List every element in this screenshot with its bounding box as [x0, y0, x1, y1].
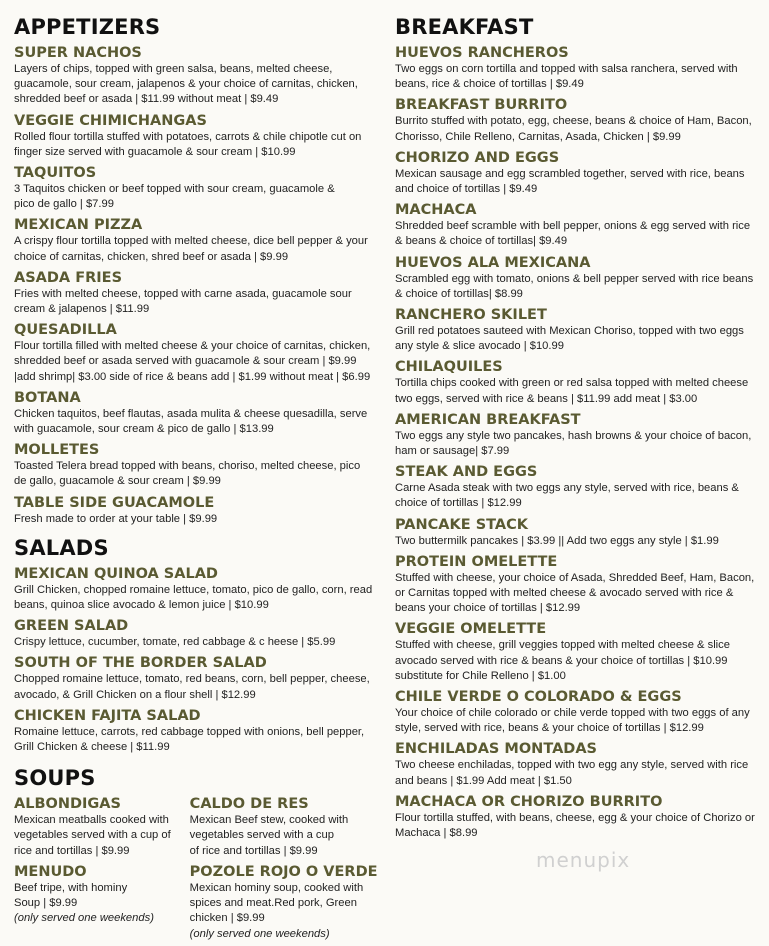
soups-section: [14, 765, 382, 945]
menu-item-description: Chorisso, Chile Relleno, Carnitas, Asada, Chicken | $9.99: [395, 130, 681, 143]
breakfast-list: [395, 44, 761, 841]
menu-item-description: Crispy lettuce, cucumber, tomate, red cabbage & c heese | $5.99: [14, 636, 336, 649]
menu-item-note: (only served one weekends): [14, 912, 154, 925]
menu-item-description: Beef tripe, with hominy: [14, 881, 128, 894]
soups-col-2: [190, 795, 382, 945]
salads-list: [14, 565, 382, 755]
menu-item-name: MACHACA: [395, 202, 477, 219]
menu-item-description: spices and meat.Red pork, Green: [189, 897, 357, 910]
menu-item: [14, 863, 182, 927]
menu-item-description: Shredded beef scramble with bell pepper, onions & egg served with rice: [395, 220, 751, 233]
menu-item: [395, 620, 761, 684]
menu-item-description: 3 Taquitos chicken or beef topped with sour cream, guacamole &: [14, 183, 335, 196]
menu-item-description: Chicken taquitos, beef flautas, asada mulita & cheese quesadilla, serve: [14, 407, 368, 420]
menu-item-name: MACHACA OR CHORIZO BURRITO: [395, 793, 663, 810]
menu-item: [14, 565, 382, 613]
menu-item-name: TAQUITOS: [14, 165, 97, 182]
menu-item-description: substitute for Chile Relleno | $1.00: [395, 669, 566, 682]
watermark-logo: menupix: [536, 848, 631, 872]
menu-item-description: |add shrimp| $3.00 side of rice & beans add | $1.99 without meat | $6.99: [14, 370, 371, 383]
section-title-appetizers: APPETIZERS: [14, 15, 161, 39]
section-title-breakfast: BREAKFAST: [395, 15, 534, 39]
menu-item: [395, 44, 761, 92]
breakfast-section: [395, 14, 761, 841]
menu-item-description: guacamole, sour cream, jalapenos & your choice of carnitas, chicken,: [14, 78, 358, 91]
menu-item-description: pico de gallo | $7.99: [14, 198, 114, 211]
menu-item: [14, 389, 382, 437]
menu-item-description: Tortilla chips cooked with green or red salsa topped with melted cheese: [395, 377, 749, 390]
menu-item: [395, 358, 761, 406]
menu-item: [395, 688, 761, 736]
menu-item-name: CALDO DE RES: [189, 796, 309, 813]
menu-item-description: and beans | $1.99 Add meat | $1.50: [395, 774, 572, 787]
menu-item-description: Two cheese enchiladas, topped with two egg any style, served with rice: [395, 759, 749, 772]
menu-item: [395, 793, 761, 841]
menu-item: [14, 707, 382, 755]
right-column: [395, 14, 761, 845]
menu-item-description: Flour tortilla stuffed, with beans, cheese, egg & your choice of Chorizo or: [395, 811, 755, 824]
soups-col-1: [14, 795, 182, 945]
menu-item: [395, 463, 761, 511]
menu-item-description: of rice and tortillas | $9.99: [189, 844, 318, 857]
menu-item: [14, 321, 382, 385]
menu-item: [395, 411, 761, 459]
menu-item-description: Stuffed with cheese, your choice of Asada, Shredded Beef, Ham, Bacon,: [395, 571, 755, 584]
menu-item: [14, 112, 382, 160]
menu-item-description: finger size served with guacamole & sour cream | $10.99: [14, 145, 296, 158]
appetizers-list: [14, 44, 382, 527]
soups-grid: [14, 795, 382, 945]
menu-item-name: MEXICAN PIZZA: [14, 217, 143, 234]
menu-item: [14, 494, 382, 527]
menu-item-name: PROTEIN OMELETTE: [395, 553, 558, 570]
menu-item-description: Chopped romaine lettuce, tomato, red beans, corn, bell pepper, cheese,: [14, 673, 370, 686]
menu-item-name: HUEVOS RANCHEROS: [395, 45, 569, 61]
menu-item-description: any style & slice avocado | $10.99: [395, 340, 564, 353]
menu-item-description: avocado served with rice & beans & your choice of tortillas | $10.99: [395, 654, 728, 667]
menu-item-description: and choice of tortillas | $9.49: [395, 183, 538, 196]
menu-item: [14, 44, 382, 108]
menu-item-name: QUESADILLA: [14, 322, 117, 339]
menu-item: [395, 306, 761, 354]
menu-item-description: choice of carnitas, chicken, shred beef or asada | $9.99: [14, 250, 289, 263]
menu-item-description: Two buttermilk pancakes | $3.99 || Add two eggs any style | $1.99: [395, 534, 719, 547]
menu-item-description: Machaca | $8.99: [395, 827, 478, 840]
menu-item-description: Burrito stuffed with potato, egg, cheese, beans & choice of Ham, Bacon,: [395, 115, 752, 128]
menu-item-name: GREEN SALAD: [14, 618, 129, 635]
menu-item-description: Soup | $9.99: [14, 897, 78, 910]
menu-item-name: ALBONDIGAS: [14, 796, 121, 813]
menu-item-description: shredded beef or asada served with guacamole & sour cream | $9.99: [14, 355, 357, 368]
menu-item-description: Two eggs any style two pancakes, hash browns & your choice of bacon,: [395, 429, 752, 442]
menu-item: [14, 269, 382, 317]
menu-item-name: RANCHERO SKILET: [395, 307, 547, 324]
appetizers-section: [14, 14, 382, 527]
menu-item-description: avocado, & Grill Chicken on a flour shell | $12.99: [14, 688, 256, 701]
menu-item-name: MOLLETES: [14, 442, 100, 459]
menu-item-description: Mexican sausage and egg scrambled together, served with rice, beans: [395, 167, 745, 180]
menu-item-note: (only served one weekends): [189, 927, 330, 940]
menu-item: [395, 254, 761, 302]
menu-item-description: Mexican Beef stew, cooked with: [189, 814, 349, 827]
menu-item-name: VEGGIE OMELETTE: [395, 621, 547, 638]
menu-item-description: Rolled flour tortilla stuffed with potatoes, carrots & chile chipotle cut on: [14, 130, 362, 143]
menu-item: [14, 795, 182, 859]
menu-item-name: CHILE VERDE O COLORADO & EGGS: [395, 689, 682, 706]
menu-item-description: shredded beef or asada | $11.99 without meat | $9.49: [14, 93, 279, 106]
section-title-soups: SOUPS: [14, 766, 96, 791]
menu-item: [395, 740, 761, 788]
menu-item: [395, 201, 761, 249]
menu-item-name: ENCHILADAS MONTADAS: [395, 741, 598, 758]
menu-item-description: two eggs, served with rice & beans | $11.99 add meat | $3.00: [395, 392, 698, 405]
menu-item-name: HUEVOS ALA MEXICANA: [395, 254, 591, 271]
menu-item: [190, 863, 382, 942]
menu-item-description: cream & jalapenos | $11.99: [14, 303, 150, 316]
menu-item-name: CHORIZO AND EGGS: [395, 149, 560, 166]
menu-item-name: SOUTH OF THE BORDER SALAD: [14, 655, 267, 672]
menu-item-description: Romaine lettuce, carrots, red cabbage topped with onions, bell pepper,: [14, 725, 365, 738]
menu-item: [395, 96, 761, 144]
menu-item-description: & beans & choice of tortillas| $9.49: [395, 235, 568, 248]
menu-item: [14, 441, 382, 489]
menu-item-description: Toasted Telera bread topped with beans, choriso, melted cheese, pico: [14, 460, 361, 473]
menu-item-description: Layers of chips, topped with green salsa, beans, melted cheese,: [14, 63, 333, 75]
menu-item-description: Scrambled egg with tomato, onions & bell pepper served with rice beans: [395, 272, 754, 285]
menu-item-description: ham or sausage| $7.99: [395, 445, 510, 458]
menu-item-name: POZOLE ROJO O VERDE: [189, 863, 378, 880]
menu-item-name: SUPER NACHOS: [14, 45, 142, 61]
menu-item-description: Grill Chicken, chopped romaine lettuce, tomato, pico de gallo, corn, read: [14, 583, 373, 596]
menu-item-name: MENUDO: [14, 863, 87, 880]
menu-item-description: beans, quinoa slice avocado & lemon juice | $10.99: [14, 599, 269, 612]
menu-item-description: vegetables served with a cup: [189, 829, 334, 842]
menu-item-description: & choice of tortillas| $8.99: [395, 287, 523, 300]
menu-item: [14, 654, 382, 702]
menu-item-name: BOTANA: [14, 389, 81, 406]
menu-item-name: CHICKEN FAJITA SALAD: [14, 707, 201, 724]
menu-item: [395, 149, 761, 197]
menu-item-description: Fresh made to order at your table | $9.99: [14, 512, 218, 525]
menu-item: [14, 617, 382, 650]
menu-item-description: Fries with melted cheese, topped with carne asada, guacamole sour: [14, 287, 352, 300]
menu-item: [190, 795, 382, 859]
menu-item-description: or Carnitas topped with melted cheese & avocado served with rice &: [395, 587, 734, 600]
menu-item-description: Two eggs on corn tortilla and topped with salsa ranchera, served with: [395, 63, 738, 75]
menu-item: [14, 164, 382, 212]
menu-item-name: STEAK AND EGGS: [395, 464, 538, 481]
menu-item-name: CHILAQUILES: [395, 359, 503, 376]
menu-item-description: Your choice of chile colorado or chile verde topped with two eggs of any: [395, 707, 750, 720]
menu-item-name: VEGGIE CHIMICHANGAS: [14, 112, 207, 129]
menu-item-description: Mexican meatballs cooked with: [14, 814, 169, 827]
menu-item-description: Stuffed with cheese, grill veggies topped with melted cheese & slice: [395, 639, 730, 652]
menu-item-name: ASADA FRIES: [14, 269, 123, 286]
menu-item-description: rice and tortillas | $9.99: [14, 844, 130, 857]
menu-item-description: Mexican hominy soup, cooked with: [189, 881, 364, 894]
salads-section: [14, 535, 382, 755]
menu-item-description: style, served with rice, beans & your choice of tortillas | $12.99: [395, 722, 704, 735]
menu-item-description: A crispy flour tortilla topped with melted cheese, dice bell pepper & your: [14, 235, 368, 248]
menu-item: [395, 516, 761, 549]
menu-item-description: Flour tortilla filled with melted cheese & your choice of carnitas, chicken,: [14, 340, 371, 353]
menu-item: [395, 553, 761, 617]
menu-item-description: beans, rice & choice of tortillas | $9.49: [395, 78, 584, 91]
menu-item-description: beans your choice of tortillas | $12.99: [395, 602, 581, 615]
menu-item-description: choice of tortillas | $12.99: [395, 497, 522, 510]
menu-item-description: with guacamole, sour cream & pico de gallo | $13.99: [14, 423, 274, 436]
menu-item-name: AMERICAN BREAKFAST: [395, 411, 581, 428]
menu-item-name: BREAKFAST BURRITO: [395, 97, 568, 114]
menu-item-description: chicken | $9.99: [189, 912, 265, 925]
menu-item-name: MEXICAN QUINOA SALAD: [14, 565, 218, 582]
menu-item-name: PANCAKE STACK: [395, 516, 529, 533]
menu-item-description: de gallo, guacamole & sour cream | $9.99: [14, 475, 221, 488]
section-title-salads: SALADS: [14, 535, 109, 560]
menu-item-name: TABLE SIDE GUACAMOLE: [14, 494, 215, 511]
menu-item-description: Grill red potatoes sauteed with Mexican Choriso, topped with two eggs: [395, 325, 744, 338]
menu-item-description: vegetables served with a cup of: [14, 829, 171, 842]
menu-item-description: Carne Asada steak with two eggs any style, served with rice, beans &: [395, 482, 739, 495]
menu-item: [14, 216, 382, 264]
menu-item-description: Grill Chicken & cheese | $11.99: [14, 741, 170, 754]
left-column: [14, 14, 382, 946]
